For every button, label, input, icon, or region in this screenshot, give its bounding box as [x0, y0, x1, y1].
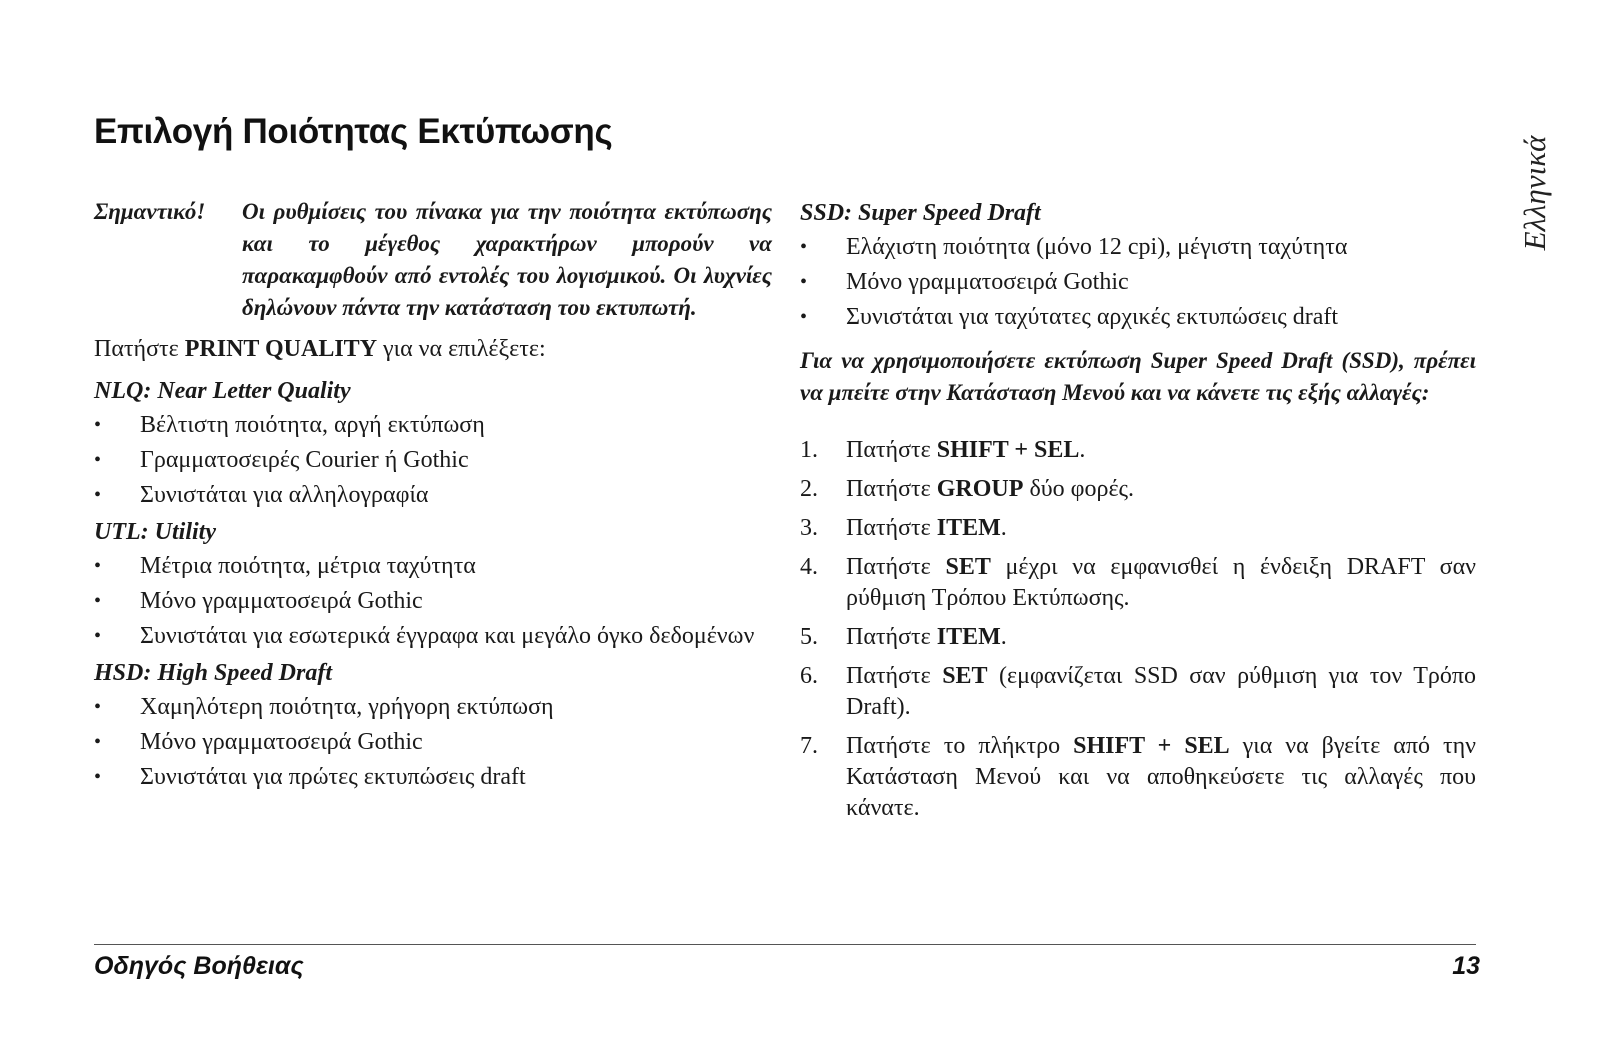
step-item: [800, 435, 1476, 466]
list-item: [800, 267, 1476, 298]
step-key: SHIFT + SEL: [936, 437, 1080, 463]
ssd-intro: Για να χρησιμοποιήσετε εκτύπωση Super Speed Draft (SSD), πρέπει να μπείτε στην Κατάσταση Μενού και να κάνετε τις εξής αλλαγές:: [800, 348, 1476, 405]
list-item-text: Ελάχιστη ποιότητα (μόνο 12 cpi), μέγιστη ταχύτητα: [846, 234, 1348, 260]
note-text: Οι ρυθμίσεις του πίνακα για την ποιότητα εκτύπωσης και το μέγεθος χαρακτήρων μπορούν να παρακαμφθούν από εντολές του λογισμικού. Οι λυχνίες δηλώνουν πάντα την κατάσταση του εκτυπωτή.: [242, 199, 772, 320]
list-item-text: Μέτρια ποιότητα, μέτρια ταχύτητα: [140, 553, 476, 579]
list-item: [94, 445, 772, 476]
list-item: [94, 727, 772, 758]
mode-list-hsd: [94, 692, 772, 793]
step-key: SET: [942, 663, 988, 689]
list-item-text: Χαμηλότερη ποιότητα, γρήγορη εκτύπωση: [140, 694, 554, 720]
bullet-icon: •: [94, 696, 102, 718]
step-post: .: [1079, 437, 1086, 463]
list-item: [94, 480, 772, 511]
list-item-text: Μόνο γραμματοσειρά Gothic: [846, 269, 1129, 295]
list-item: [800, 232, 1476, 263]
footer-title: Οδηγός Βοήθειας: [94, 952, 304, 980]
bullet-icon: •: [800, 236, 808, 258]
list-item: [94, 621, 772, 652]
step-key: GROUP: [936, 476, 1024, 502]
step-key: ITEM: [936, 624, 1001, 650]
left-column: [94, 196, 772, 797]
bullet-icon: •: [94, 590, 102, 612]
mode-heading-ssd: SSD: Super Speed Draft: [800, 200, 1041, 226]
bullet-icon: •: [94, 766, 102, 788]
step-post: μέχρι να εμφανισθεί η ένδειξη DRAFT σαν ρύθμιση Τρόπου Εκτύπωσης.: [846, 554, 1476, 611]
step-key: ITEM: [936, 515, 1001, 541]
bullet-icon: •: [800, 306, 808, 328]
step-item: [800, 622, 1476, 653]
mode-list-nlq: [94, 410, 772, 511]
bullet-icon: •: [800, 271, 808, 293]
step-item: [800, 661, 1476, 723]
step-number: 2.: [800, 476, 818, 502]
step-pre: Πατήστε: [846, 663, 943, 689]
mode-list-ssd: [800, 232, 1476, 333]
step-item: [800, 513, 1476, 544]
list-item-text: Συνιστάται για αλληλογραφία: [140, 482, 429, 508]
step-post: δύο φορές.: [1023, 476, 1135, 502]
list-item: [94, 692, 772, 723]
page-title: Επιλογή Ποιότητας Εκτύπωσης: [94, 112, 613, 151]
page-number: 13: [1452, 952, 1480, 980]
step-pre: Πατήστε: [846, 476, 937, 502]
footer-divider: [94, 944, 1476, 945]
step-item: [800, 552, 1476, 614]
mode-heading-utl: UTL: Utility: [94, 519, 216, 545]
step-post: για να βγείτε από την Κατάσταση Μενού και να αποθηκεύσετε τις αλλαγές που κάνατε.: [846, 733, 1477, 821]
step-post: .: [1000, 624, 1007, 650]
step-key: SET: [945, 554, 991, 580]
side-language-label: Ελληνικά: [1517, 135, 1552, 251]
list-item-text: Συνιστάται για ταχύτατες αρχικές εκτυπώσεις draft: [846, 304, 1339, 330]
side-language-tab: [1513, 118, 1557, 268]
print-quality-key: PRINT QUALITY: [184, 336, 378, 362]
step-post: (εμφανίζεται SSD σαν ρύθμιση για τον Τρόπο Draft).: [846, 663, 1477, 720]
step-number: 6.: [800, 663, 818, 689]
bullet-icon: •: [94, 731, 102, 753]
step-pre: Πατήστε: [846, 554, 946, 580]
list-item: [94, 410, 772, 441]
bullet-icon: •: [94, 449, 102, 471]
mode-list-utl: [94, 551, 772, 652]
list-item: [94, 551, 772, 582]
step-number: 5.: [800, 624, 818, 650]
note-label: Σημαντικό!: [94, 199, 206, 224]
list-item-text: Γραμματοσειρές Courier ή Gothic: [140, 447, 469, 473]
bullet-icon: •: [94, 414, 102, 436]
step-number: 7.: [800, 733, 818, 759]
steps-list: [800, 435, 1476, 824]
list-item: [800, 302, 1476, 333]
bullet-icon: •: [94, 484, 102, 506]
press-instruction: [94, 332, 772, 366]
mode-heading-nlq: NLQ: Near Letter Quality: [94, 378, 351, 404]
step-pre: Πατήστε: [846, 437, 937, 463]
press-before: Πατήστε: [94, 336, 185, 362]
press-after: για να επιλέξετε:: [377, 336, 546, 362]
list-item-text: Συνιστάται για πρώτες εκτυπώσεις draft: [140, 764, 526, 790]
list-item-text: Βέλτιστη ποιότητα, αργή εκτύπωση: [140, 412, 485, 438]
step-number: 1.: [800, 437, 818, 463]
step-pre: Πατήστε: [846, 624, 937, 650]
step-number: 4.: [800, 554, 818, 580]
step-number: 3.: [800, 515, 818, 541]
step-pre: Πατήστε: [846, 515, 937, 541]
step-item: [800, 474, 1476, 505]
step-key: SHIFT + SEL: [1073, 733, 1230, 759]
step-pre: Πατήστε το πλήκτρο: [846, 733, 1074, 759]
step-post: .: [1000, 515, 1007, 541]
right-column: [800, 196, 1476, 832]
bullet-icon: •: [94, 625, 102, 647]
important-note: [94, 196, 772, 324]
mode-heading-hsd: HSD: High Speed Draft: [94, 660, 333, 686]
list-item-text: Συνιστάται για εσωτερικά έγγραφα και μεγάλο όγκο δεδομένων: [140, 623, 755, 649]
step-item: [800, 731, 1476, 824]
list-item: [94, 762, 772, 793]
list-item: [94, 586, 772, 617]
list-item-text: Μόνο γραμματοσειρά Gothic: [140, 729, 423, 755]
list-item-text: Μόνο γραμματοσειρά Gothic: [140, 588, 423, 614]
bullet-icon: •: [94, 555, 102, 577]
